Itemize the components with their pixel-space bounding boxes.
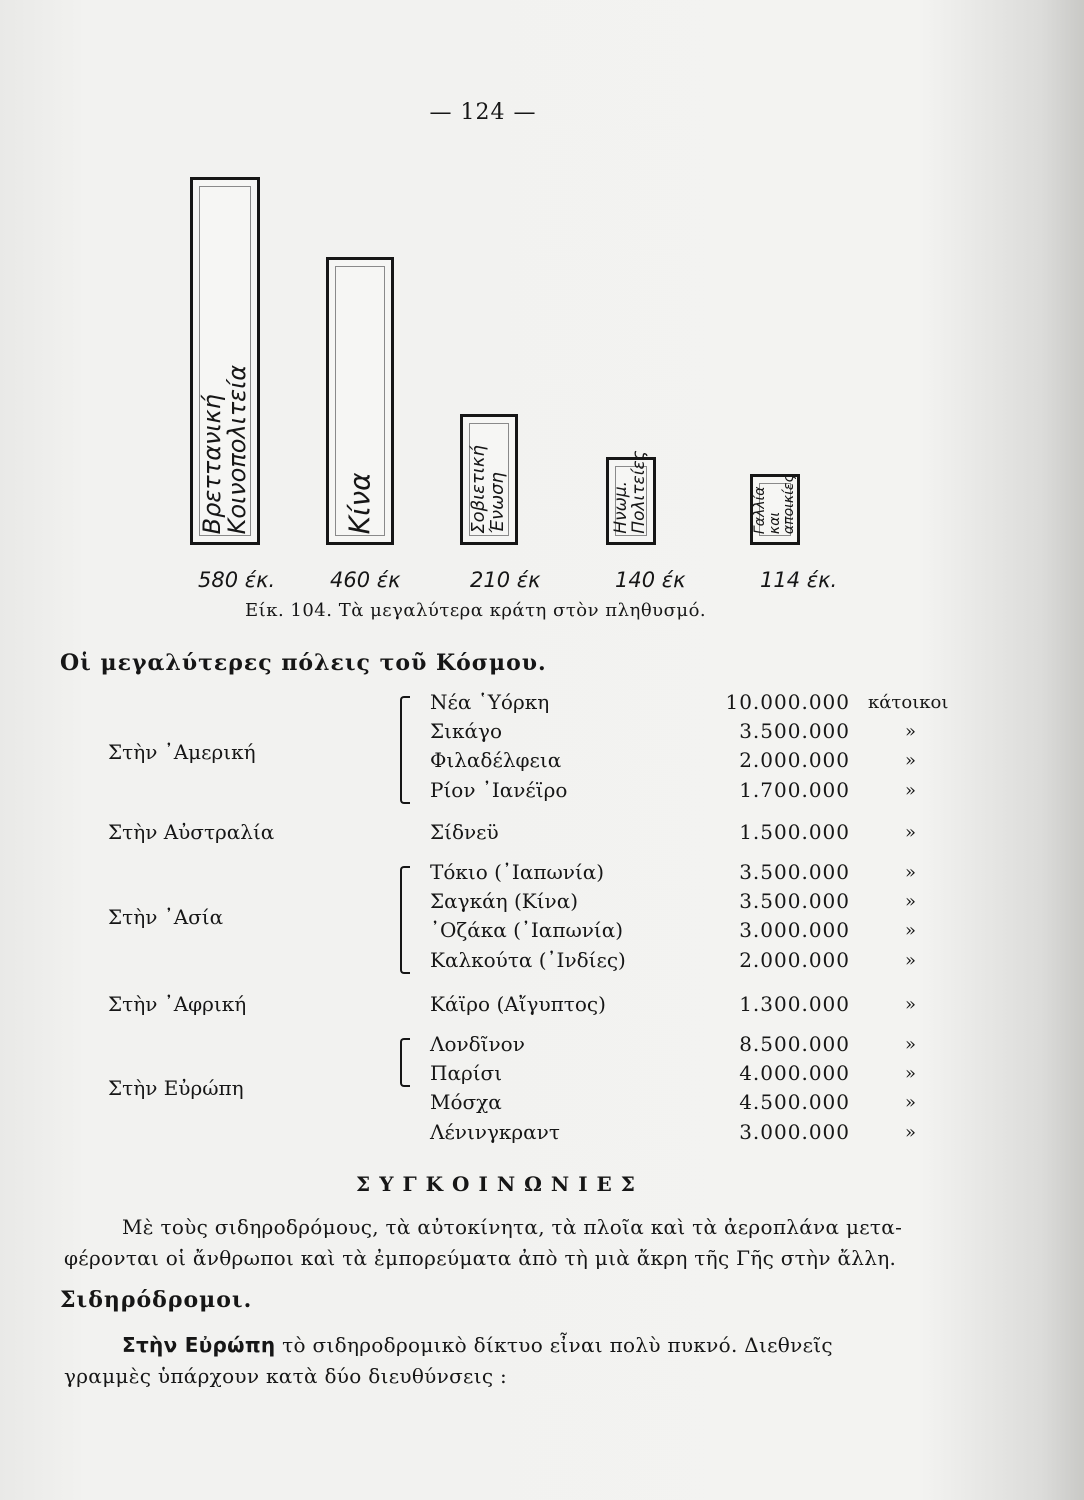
bar-label-line: Σοβιετική xyxy=(468,445,490,534)
bar-value-label-3: 210 έκ xyxy=(470,568,541,592)
ditto-mark: » xyxy=(905,920,917,941)
city-population: 3.000.000 xyxy=(739,918,850,942)
bar-label-line: Κοινοπολιτεία xyxy=(223,364,252,534)
city-name: ᾽Οζάκα (᾽Ιαπωνία) xyxy=(430,918,624,942)
bar-label-line: Κίνα xyxy=(343,472,377,534)
bar-label-1 xyxy=(197,364,252,534)
ditto-mark: » xyxy=(905,750,917,771)
bar-4 xyxy=(606,450,656,545)
city-name: Νέα ῾Υόρκη xyxy=(430,690,550,714)
unit-label: κάτοικοι xyxy=(868,692,949,713)
region-label: Στὴν ᾽Αφρική xyxy=(108,992,247,1016)
ditto-mark: » xyxy=(905,994,917,1015)
bar-5 xyxy=(750,474,800,545)
city-name: Σαγκάη (Κίνα) xyxy=(430,889,578,913)
bar-label-line: Ένωση xyxy=(487,472,509,534)
city-population: 1.700.000 xyxy=(739,778,850,802)
section-paragraph-line-1: Μὲ τοὺς σιδηροδρόμους, τὰ αὐτοκίνητα, τὰ πλοῖα καὶ τὰ ἀεροπλάνα μετα- xyxy=(122,1215,903,1239)
city-name: Ρίον ᾽Ιανέϊρο xyxy=(430,778,568,802)
city-population: 10.000.000 xyxy=(725,690,850,714)
railways-heading: Σιδηρόδρομοι. xyxy=(60,1287,253,1313)
region-label: Στὴν ᾽Ασία xyxy=(108,905,224,929)
bar-label-line: και xyxy=(766,511,783,534)
bar-label-line: Γαλλία xyxy=(751,486,768,534)
bar-3 xyxy=(460,414,518,545)
cities-heading: Οἱ μεγαλύτερες πόλεις τοῦ Κόσμου. xyxy=(60,650,547,676)
section-title: ΣΥΓΚΟΙΝΩΝΙΕΣ xyxy=(356,1172,644,1196)
bar-1 xyxy=(190,177,260,545)
bar-label-line: Βρεττανική xyxy=(197,393,226,534)
ditto-mark: » xyxy=(905,1122,917,1143)
population-bar-chart xyxy=(0,0,1084,600)
railways-paragraph-line-2: γραμμὲς ὑπάρχουν κατὰ δύο διευθύνσεις : xyxy=(64,1364,508,1388)
bar-label-line: Ηνωμ. xyxy=(611,481,632,534)
bar-label-3 xyxy=(470,445,508,534)
bar-label-5 xyxy=(753,474,797,534)
ditto-mark: » xyxy=(905,1034,917,1055)
bar-value-label-1: 580 έκ. xyxy=(198,568,276,592)
region-label: Στὴν Εὐρώπη xyxy=(108,1076,244,1100)
city-population: 1.300.000 xyxy=(739,992,850,1016)
ditto-mark: » xyxy=(905,1063,917,1084)
city-population: 4.500.000 xyxy=(739,1090,850,1114)
city-name: Λένινγκραντ xyxy=(430,1120,560,1144)
city-population: 2.000.000 xyxy=(739,948,850,972)
region-label: Στὴν Αὐστραλία xyxy=(108,820,275,844)
city-name: Σίδνεϋ xyxy=(430,820,499,844)
bar-label-2 xyxy=(343,472,377,534)
railways-paragraph-line-1 xyxy=(122,1333,833,1357)
bar-value-label-5: 114 έκ. xyxy=(760,568,838,592)
bar-label-line: αποικίες xyxy=(781,474,798,534)
city-population: 3.500.000 xyxy=(739,860,850,884)
city-name: Καλκούτα (᾽Ινδίες) xyxy=(430,948,626,972)
ditto-mark: » xyxy=(905,1092,917,1113)
page-number: — 124 — xyxy=(429,100,537,125)
city-name: Τόκιο (᾽Ιαπωνία) xyxy=(430,860,605,884)
railways-line-1-rest: τὸ σιδηροδρομικὸ δίκτυο εἶναι πολὺ πυκνό. Διεθνεῖς xyxy=(275,1333,833,1357)
city-name: Λονδῖνον xyxy=(430,1032,525,1056)
city-population: 8.500.000 xyxy=(739,1032,850,1056)
ditto-mark: » xyxy=(905,862,917,883)
bar-label-4 xyxy=(613,451,649,534)
city-name: Φιλαδέλφεια xyxy=(430,748,562,772)
ditto-mark: » xyxy=(905,822,917,843)
figure-caption: Είκ. 104. Τὰ μεγαλύτερα κράτη στὸν πληθυσμό. xyxy=(245,600,707,621)
ditto-mark: » xyxy=(905,950,917,971)
city-population: 3.500.000 xyxy=(739,889,850,913)
city-population: 1.500.000 xyxy=(739,820,850,844)
city-population: 3.000.000 xyxy=(739,1120,850,1144)
ditto-mark: » xyxy=(905,780,917,801)
ditto-mark: » xyxy=(905,721,917,742)
ditto-mark: » xyxy=(905,891,917,912)
city-population: 2.000.000 xyxy=(739,748,850,772)
bar-value-label-2: 460 έκ xyxy=(330,568,401,592)
city-name: Μόσχα xyxy=(430,1090,502,1114)
city-population: 3.500.000 xyxy=(739,719,850,743)
city-name: Κάϊρο (Αἴγυπτος) xyxy=(430,992,606,1016)
city-name: Παρίσι xyxy=(430,1061,503,1085)
bar-label-line: Πολιτείες xyxy=(629,450,650,534)
railways-lead: Στὴν Εὐρώπη xyxy=(122,1333,276,1357)
section-paragraph-line-2: φέρονται οἱ ἄνθρωποι καὶ τὰ ἐμπορεύματα ἀπὸ τὴ μιὰ ἄκρη τῆς Γῆς στὴν ἄλλη. xyxy=(64,1246,897,1270)
region-label: Στὴν ᾽Αμερική xyxy=(108,740,256,764)
bar-value-label-4: 140 έκ xyxy=(615,568,686,592)
bar-2 xyxy=(326,257,394,545)
city-population: 4.000.000 xyxy=(739,1061,850,1085)
city-name: Σικάγο xyxy=(430,719,502,743)
